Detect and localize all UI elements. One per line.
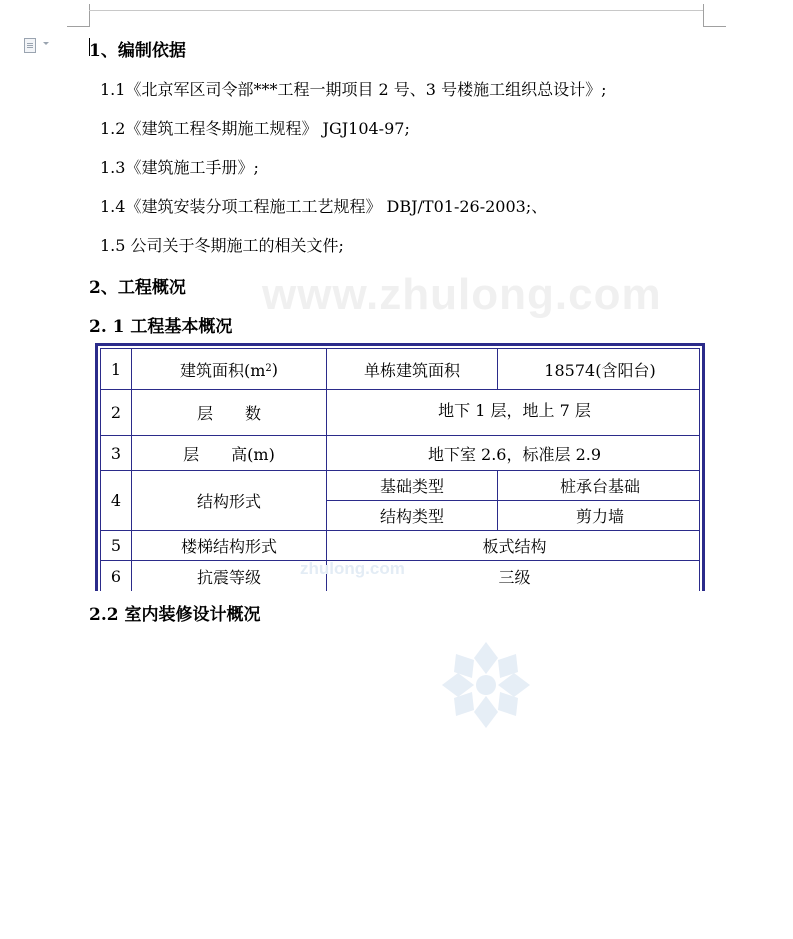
table-cell: 基础类型 [379,477,444,496]
dropdown-arrow-icon[interactable] [43,42,49,45]
table-cell: 2 [110,403,122,422]
table-cell: 三级 [498,567,531,587]
table-cell: 地下室 2.6，标准层 2.9 [427,444,602,464]
table-cell: 桩承台基础 [559,477,640,496]
table-cell: 3 [110,443,122,463]
list-item: 1.5 公司关于冬期施工的相关文件; [100,236,344,255]
table-cell: 5 [110,536,122,555]
table-cell: 地下 1 层，地上 7 层 [438,400,591,420]
list-item: 1.3《建筑施工手册》; [100,158,259,177]
table-cell: 剪力墙 [575,507,624,526]
page-top-border [89,10,703,11]
crop-mark-left [67,4,90,27]
watermark-text: www.zhulong.com [262,270,662,319]
list-item: 1.1《北京军区司令部***工程一期项目 2 号、3 号楼施工组织总设计》; [100,80,607,99]
table-cell: 结构类型 [379,507,444,526]
table-cell: 1 [110,359,122,379]
project-overview-table [95,343,705,591]
table-cell: 层 数 [196,404,261,423]
section-1-heading: 1、编制依据 [89,41,186,61]
list-item: 1.4《建筑安装分项工程施工工艺规程》 DBJ/T01-26-2003;、 [100,197,548,216]
table-cell: 4 [110,491,122,510]
document-icon[interactable] [24,38,36,53]
table-cell: 抗震等级 [196,567,261,587]
crop-mark-right [703,4,726,27]
table-cell: 单栋建筑面积 [363,360,460,380]
table-cell: 18574(含阳台) [544,360,656,380]
table-cell: 层 高(m) [183,444,275,464]
section-2-2-heading: 2.2 室内装修设计概况 [89,605,261,625]
section-2-1-heading: 2. 1 工程基本概况 [89,317,233,337]
table-cell: 楼梯结构形式 [180,537,277,556]
table-cell: 6 [110,566,122,586]
watermark-small-text: zhulong.com [300,559,405,578]
list-item: 1.2《建筑工程冬期施工规程》 JGJ104-97; [100,119,410,138]
table-cell: 建筑面积(m 2 ) [179,359,279,380]
table-cell: 板式结构 [482,537,547,556]
section-2-heading: 2、工程概况 [89,278,186,298]
table-cell: 结构形式 [196,492,261,511]
watermark-logo-icon [438,640,534,730]
